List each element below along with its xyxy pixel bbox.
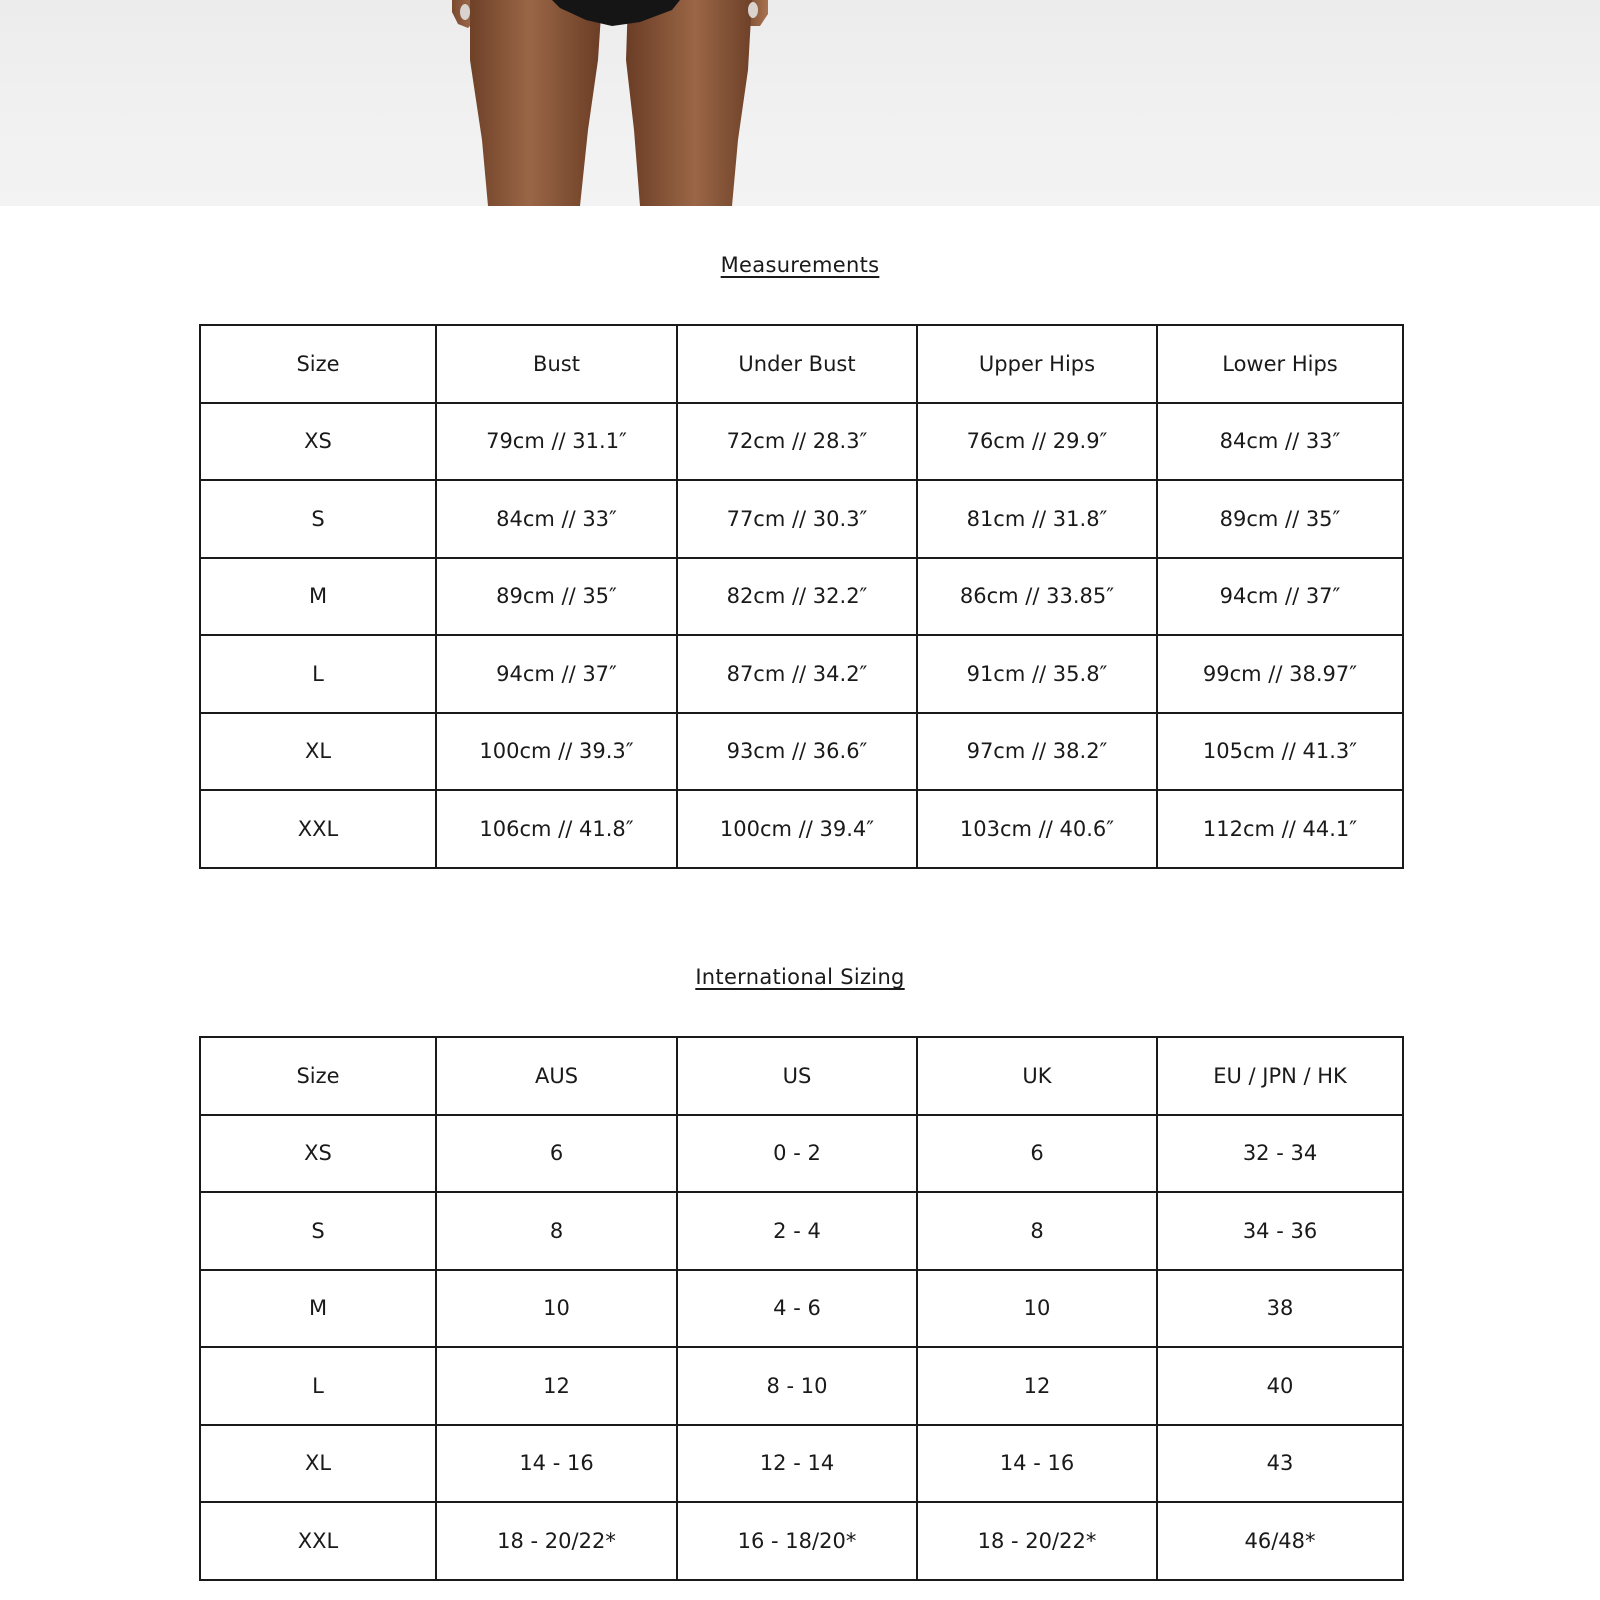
- eu-jpn-hk-cell: 46/48*: [1157, 1502, 1403, 1580]
- uk-cell: 12: [917, 1347, 1157, 1425]
- eu-jpn-hk-cell: 40: [1157, 1347, 1403, 1425]
- size-cell: M: [200, 1270, 436, 1348]
- header-cell-upper-hips: Upper Hips: [917, 325, 1157, 403]
- us-cell: 12 - 14: [677, 1425, 917, 1503]
- us-cell: 2 - 4: [677, 1192, 917, 1270]
- measurements-title: [0, 253, 1600, 277]
- table-row: [200, 558, 1403, 636]
- measurements-title-text: Measurements: [720, 253, 880, 277]
- lower-hips-cell: 94cm // 37″: [1157, 558, 1403, 636]
- table-row: [200, 713, 1403, 791]
- table-row: [200, 480, 1403, 558]
- model-legs-image: [0, 0, 1600, 206]
- size-cell: XL: [200, 1425, 436, 1503]
- bust-cell: 100cm // 39.3″: [436, 713, 677, 791]
- lower-hips-cell: 105cm // 41.3″: [1157, 713, 1403, 791]
- us-cell: 8 - 10: [677, 1347, 917, 1425]
- aus-cell: 18 - 20/22*: [436, 1502, 677, 1580]
- table-row: [200, 1270, 1403, 1348]
- size-cell: XXL: [200, 790, 436, 868]
- aus-cell: 8: [436, 1192, 677, 1270]
- measurements-table: [199, 324, 1404, 869]
- lower-hips-cell: 112cm // 44.1″: [1157, 790, 1403, 868]
- eu-jpn-hk-cell: 34 - 36: [1157, 1192, 1403, 1270]
- upper-hips-cell: 86cm // 33.85″: [917, 558, 1157, 636]
- header-cell-uk: UK: [917, 1037, 1157, 1115]
- header-cell-size: Size: [200, 325, 436, 403]
- uk-cell: 6: [917, 1115, 1157, 1193]
- table-row: [200, 1192, 1403, 1270]
- header-cell-size: Size: [200, 1037, 436, 1115]
- table-row: [200, 790, 1403, 868]
- under-bust-cell: 72cm // 28.3″: [677, 403, 917, 481]
- upper-hips-cell: 97cm // 38.2″: [917, 713, 1157, 791]
- under-bust-cell: 82cm // 32.2″: [677, 558, 917, 636]
- uk-cell: 18 - 20/22*: [917, 1502, 1157, 1580]
- table-row: [200, 403, 1403, 481]
- table-row: [200, 635, 1403, 713]
- lower-hips-cell: 89cm // 35″: [1157, 480, 1403, 558]
- aus-cell: 6: [436, 1115, 677, 1193]
- lower-hips-cell: 84cm // 33″: [1157, 403, 1403, 481]
- eu-jpn-hk-cell: 38: [1157, 1270, 1403, 1348]
- header-cell-lower-hips: Lower Hips: [1157, 325, 1403, 403]
- lower-hips-cell: 99cm // 38.97″: [1157, 635, 1403, 713]
- international-sizing-title: [0, 965, 1600, 989]
- header-cell-bust: Bust: [436, 325, 677, 403]
- bust-cell: 79cm // 31.1″: [436, 403, 677, 481]
- measurements-header-row: [200, 325, 1403, 403]
- size-cell: XXL: [200, 1502, 436, 1580]
- size-cell: XS: [200, 403, 436, 481]
- upper-hips-cell: 81cm // 31.8″: [917, 480, 1157, 558]
- size-cell: S: [200, 480, 436, 558]
- table-row: [200, 1425, 1403, 1503]
- under-bust-cell: 100cm // 39.4″: [677, 790, 917, 868]
- table-row: [200, 1347, 1403, 1425]
- upper-hips-cell: 103cm // 40.6″: [917, 790, 1157, 868]
- international-sizing-title-text: International Sizing: [695, 965, 905, 989]
- header-cell-us: US: [677, 1037, 917, 1115]
- international-sizing-table: [199, 1036, 1404, 1581]
- size-cell: L: [200, 1347, 436, 1425]
- bust-cell: 89cm // 35″: [436, 558, 677, 636]
- under-bust-cell: 93cm // 36.6″: [677, 713, 917, 791]
- eu-jpn-hk-cell: 43: [1157, 1425, 1403, 1503]
- size-cell: S: [200, 1192, 436, 1270]
- uk-cell: 10: [917, 1270, 1157, 1348]
- product-photo: [0, 0, 1600, 206]
- header-cell-under-bust: Under Bust: [677, 325, 917, 403]
- under-bust-cell: 77cm // 30.3″: [677, 480, 917, 558]
- uk-cell: 8: [917, 1192, 1157, 1270]
- bust-cell: 84cm // 33″: [436, 480, 677, 558]
- aus-cell: 10: [436, 1270, 677, 1348]
- us-cell: 0 - 2: [677, 1115, 917, 1193]
- bust-cell: 106cm // 41.8″: [436, 790, 677, 868]
- size-cell: M: [200, 558, 436, 636]
- table-row: [200, 1115, 1403, 1193]
- upper-hips-cell: 76cm // 29.9″: [917, 403, 1157, 481]
- bust-cell: 94cm // 37″: [436, 635, 677, 713]
- aus-cell: 14 - 16: [436, 1425, 677, 1503]
- us-cell: 4 - 6: [677, 1270, 917, 1348]
- size-cell: L: [200, 635, 436, 713]
- size-cell: XS: [200, 1115, 436, 1193]
- uk-cell: 14 - 16: [917, 1425, 1157, 1503]
- upper-hips-cell: 91cm // 35.8″: [917, 635, 1157, 713]
- header-cell-aus: AUS: [436, 1037, 677, 1115]
- header-cell-eu-jpn-hk: EU / JPN / HK: [1157, 1037, 1403, 1115]
- size-cell: XL: [200, 713, 436, 791]
- under-bust-cell: 87cm // 34.2″: [677, 635, 917, 713]
- international-header-row: [200, 1037, 1403, 1115]
- eu-jpn-hk-cell: 32 - 34: [1157, 1115, 1403, 1193]
- aus-cell: 12: [436, 1347, 677, 1425]
- table-row: [200, 1502, 1403, 1580]
- us-cell: 16 - 18/20*: [677, 1502, 917, 1580]
